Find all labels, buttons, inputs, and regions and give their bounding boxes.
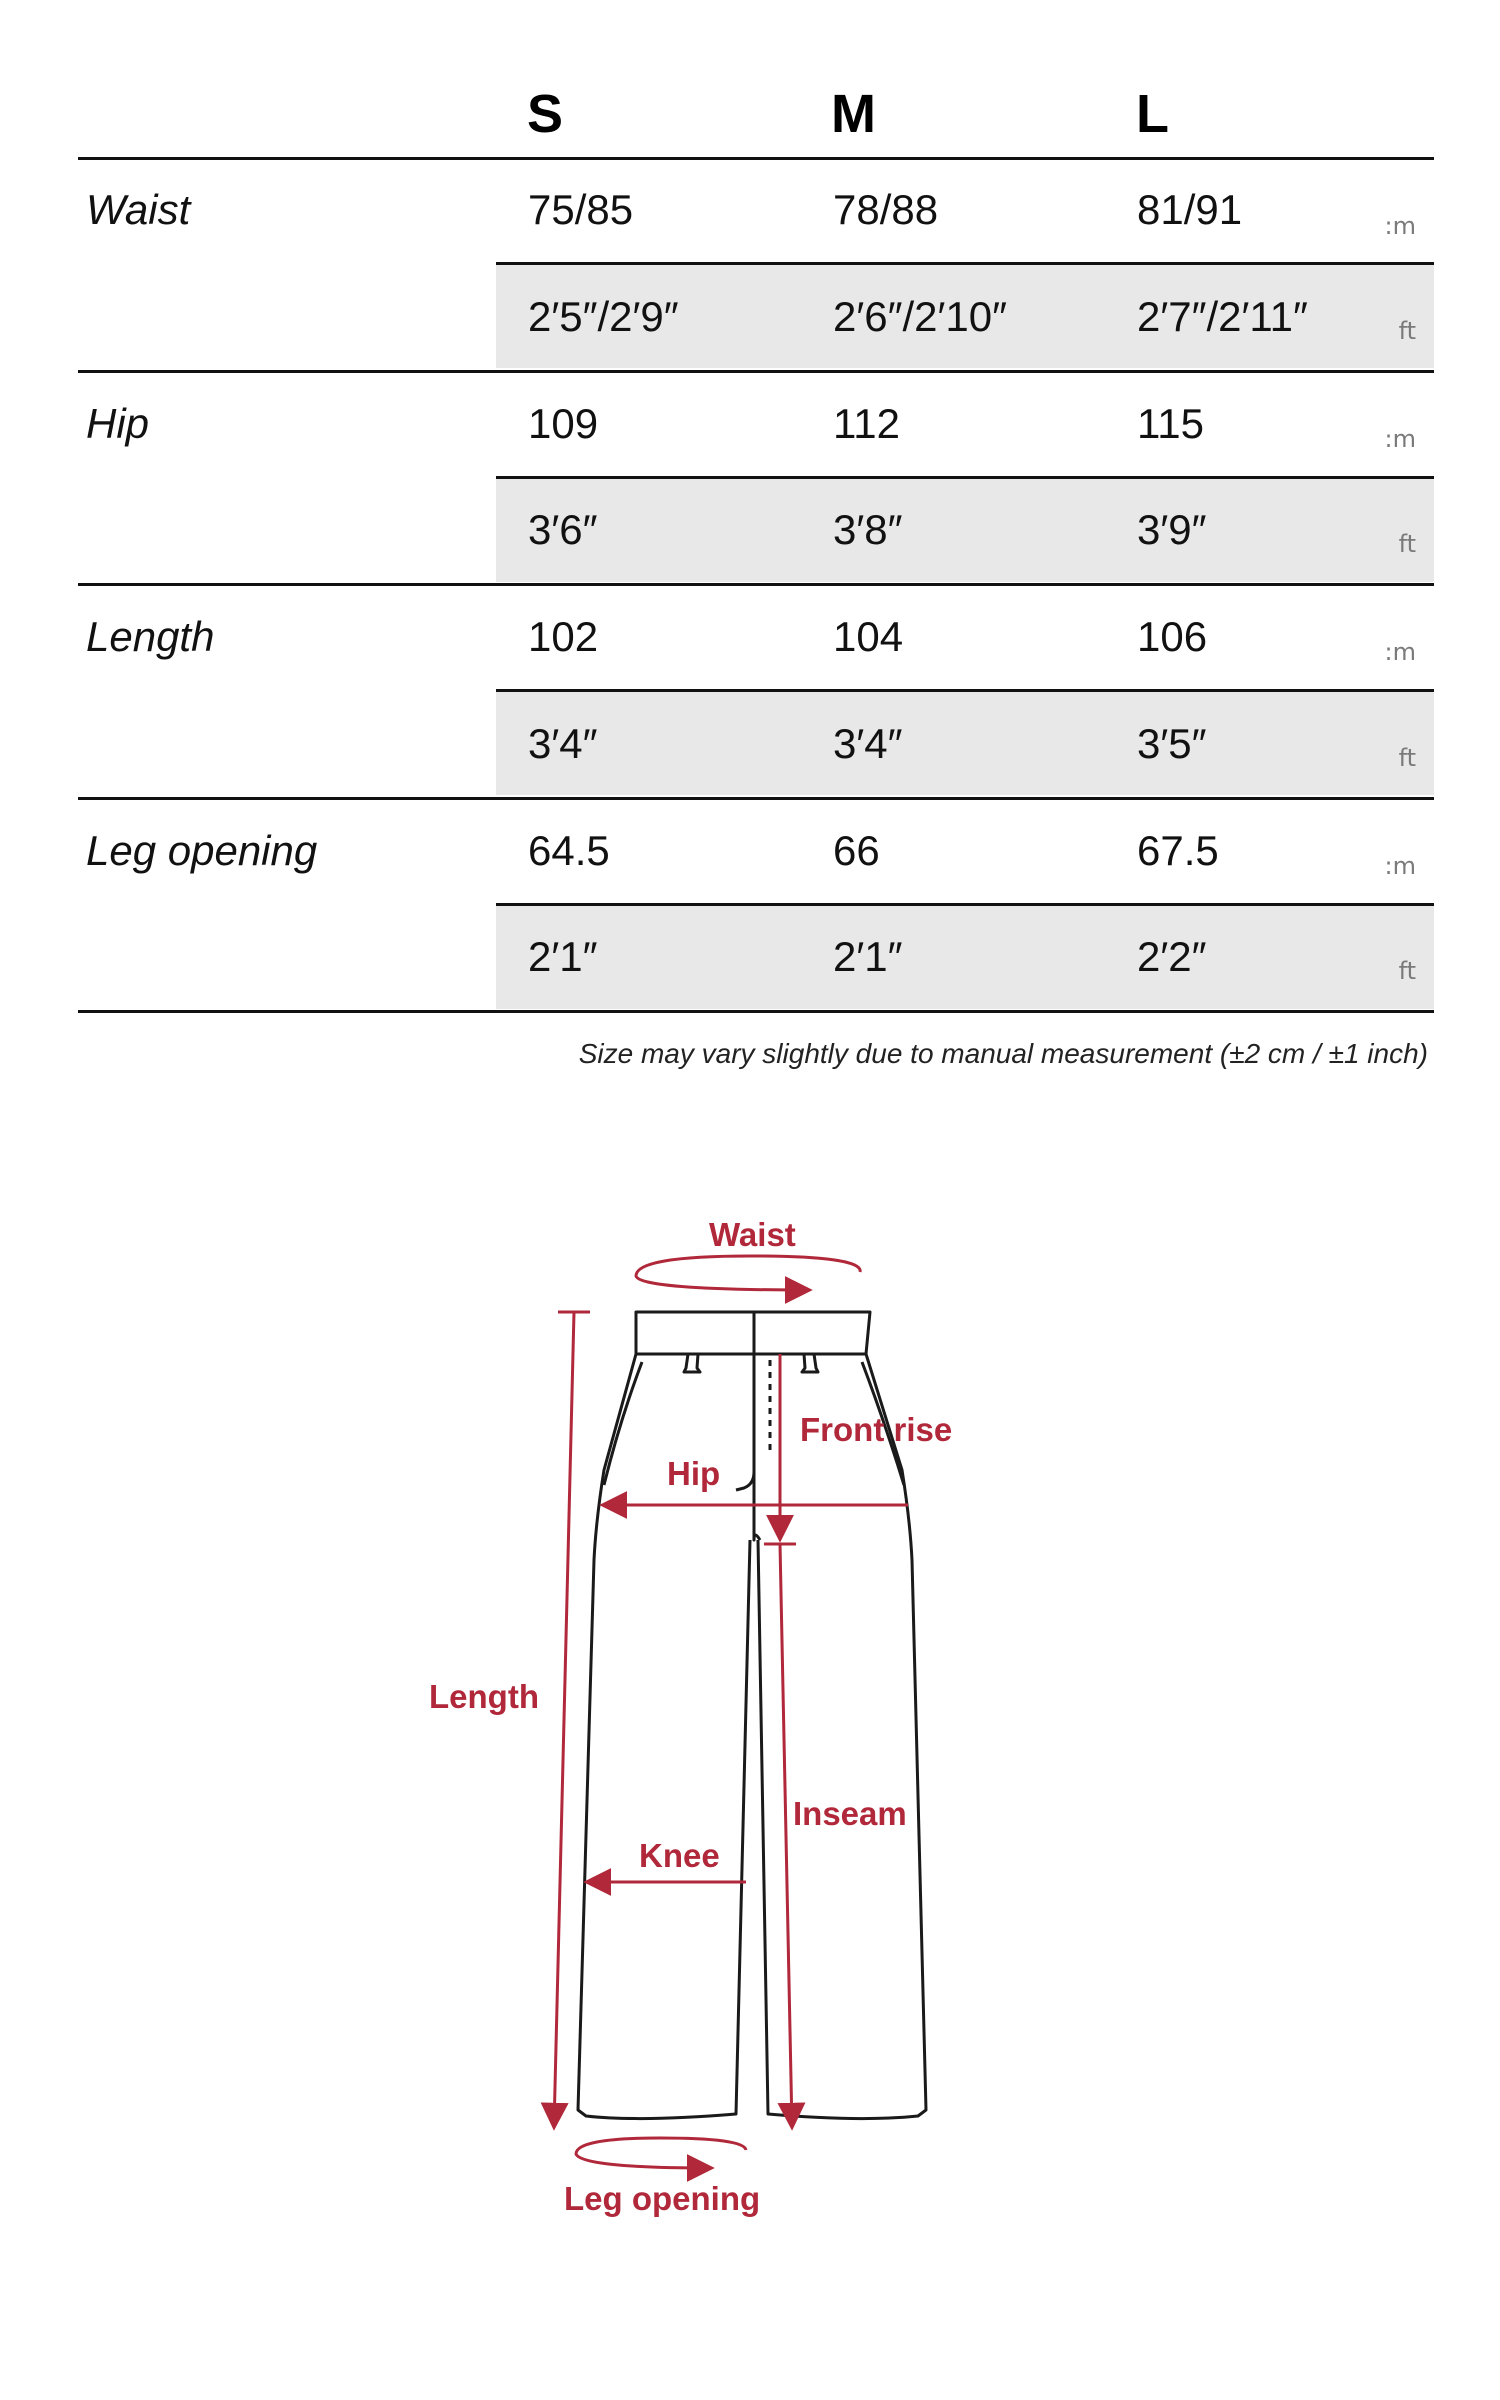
cell-hip-m-ft: 3′8″ <box>833 506 903 553</box>
length-arrow <box>554 1312 574 2128</box>
left-leg-outline <box>578 1354 750 2119</box>
unit-cm-length: :m <box>1384 638 1416 666</box>
cell-hip-m-cm: 112 <box>833 400 900 447</box>
cell-waist-s-cm: 75/85 <box>528 186 634 233</box>
pocket-left <box>604 1362 642 1485</box>
label-leg-opening: Leg opening <box>564 2180 761 2217</box>
belt-loop-right <box>802 1354 818 1372</box>
cell-hip-l-ft: 3′9″ <box>1137 506 1207 553</box>
unit-ft-length: ft <box>1398 744 1416 772</box>
cell-hip-s-ft: 3′6″ <box>528 506 598 553</box>
cell-waist-l-cm: 81/91 <box>1137 186 1243 233</box>
cell-waist-m-ft: 2′6″/2′10″ <box>833 293 1007 340</box>
label-front-rise: Front rise <box>800 1411 953 1448</box>
label-length: Length <box>429 1678 539 1715</box>
cell-legopening-l-cm: 67.5 <box>1137 827 1219 874</box>
size-header-s: S <box>527 84 564 144</box>
row-label-hip: Hip <box>86 400 150 447</box>
size-header-m: M <box>831 84 876 144</box>
label-knee: Knee <box>639 1837 720 1874</box>
row-label-length: Length <box>86 613 215 660</box>
waist-arrow <box>636 1256 860 1290</box>
belt-loop-left <box>684 1354 700 1372</box>
unit-cm-legopening: :m <box>1384 852 1416 880</box>
unit-cm-waist: :m <box>1384 212 1416 240</box>
cell-length-m-cm: 104 <box>833 613 904 660</box>
cell-hip-l-cm: 115 <box>1137 400 1204 447</box>
unit-ft-hip: ft <box>1398 530 1416 558</box>
cell-length-s-cm: 102 <box>528 613 599 660</box>
unit-ft-waist: ft <box>1398 317 1416 345</box>
cell-legopening-s-cm: 64.5 <box>528 827 610 874</box>
measurement-note: Size may vary slightly due to manual measurement (±2 cm / ±1 inch) <box>578 1038 1428 1069</box>
label-inseam: Inseam <box>793 1795 907 1832</box>
cell-legopening-m-ft: 2′1″ <box>833 933 903 980</box>
measurement-annotations <box>554 1256 908 2168</box>
cell-waist-m-cm: 78/88 <box>833 186 939 233</box>
unit-cm-hip: :m <box>1384 425 1416 453</box>
inseam-arrow <box>780 1544 792 2128</box>
row-label-waist: Waist <box>86 186 191 233</box>
cell-waist-l-ft: 2′7″/2′11″ <box>1137 293 1308 340</box>
label-hip: Hip <box>667 1455 721 1492</box>
cell-legopening-s-ft: 2′1″ <box>528 933 598 980</box>
cell-length-m-ft: 3′4″ <box>833 720 903 767</box>
cell-length-l-ft: 3′5″ <box>1137 720 1207 767</box>
size-header-l: L <box>1136 84 1169 144</box>
cell-hip-s-cm: 109 <box>528 400 599 447</box>
cell-legopening-l-ft: 2′2″ <box>1137 933 1207 980</box>
cell-length-s-ft: 3′4″ <box>528 720 598 767</box>
cell-legopening-m-cm: 66 <box>833 827 880 874</box>
leg-opening-arrow <box>576 2138 746 2168</box>
row-label-leg-opening: Leg opening <box>86 827 318 874</box>
label-waist: Waist <box>709 1216 796 1253</box>
unit-ft-legopening: ft <box>1398 957 1416 985</box>
cell-waist-s-ft: 2′5″/2′9″ <box>528 293 679 340</box>
cell-length-l-cm: 106 <box>1137 613 1208 660</box>
fly-stitch <box>736 1356 754 1490</box>
